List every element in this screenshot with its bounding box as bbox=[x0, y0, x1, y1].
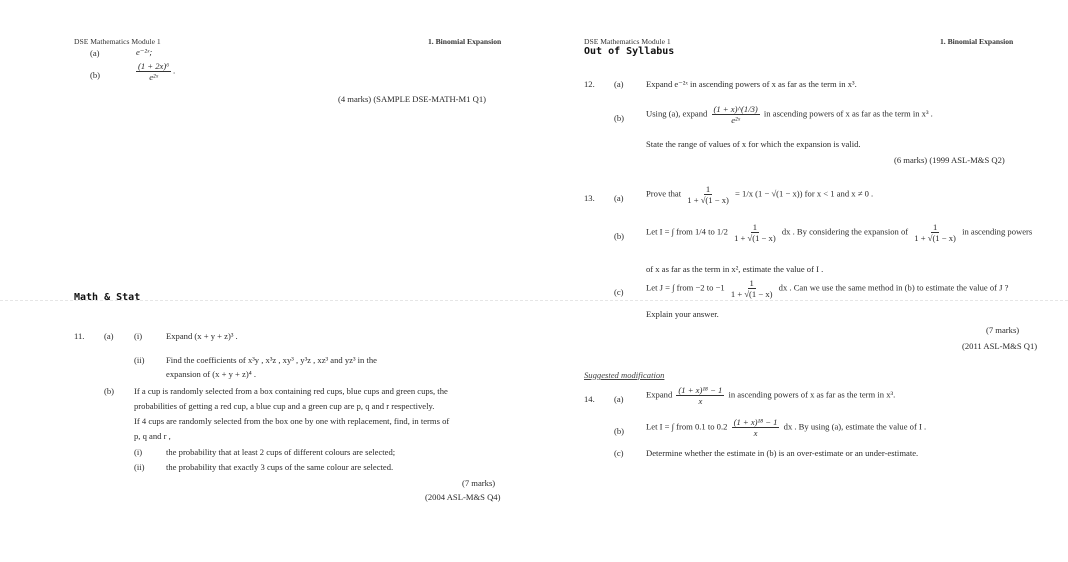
top-marks: (4 marks) (SAMPLE DSE-MATH-M1 Q1) bbox=[338, 94, 486, 104]
section-math-stat: Math & Stat bbox=[74, 292, 141, 303]
header-left: DSE Mathematics Module 1 bbox=[584, 37, 671, 46]
q11-b-line2: probabilities of getting a red cup, a blue cup and a green cup are p, q and r respectively. bbox=[134, 401, 435, 411]
q14-b-line: Let I = ∫ from 0.1 to 0.2 $\frac{\text{(1 + x)¹⁸ − 1}}{x}$ dx . By using (a), estimate the value of I . bbox=[646, 417, 927, 438]
q11-b-label: (b) bbox=[104, 386, 115, 396]
q13-b-label: (b) bbox=[614, 231, 625, 241]
header-right: 1. Binomial Expansion bbox=[940, 37, 1014, 46]
q12-b-line1: Using (a), expand $\frac{(1 + x)\^{}(1/3)}{\text{e²ˣ}}$ in ascending powers of x as far as the term in x³ . bbox=[646, 104, 933, 125]
q13-c-line1: Let J = ∫ from −2 to −1 $\frac{1}{1 + √(1 - x)}$ dx . Can we use the same method in (b) to estimate the value of J ? bbox=[646, 278, 1009, 299]
q13-a-line: Prove that $\frac{1}{1 + √(1 - x)}$ = 1/x (1 − √(1 − x)) for x < 1 and x ≠ 0 . bbox=[646, 184, 874, 205]
q13-c-line2: Explain your answer. bbox=[646, 309, 719, 319]
q11-bii-label: (ii) bbox=[134, 462, 145, 472]
q12-marks: (6 marks) (1999 ASL-M&S Q2) bbox=[894, 155, 1005, 165]
suggested-modification: Suggested modification bbox=[584, 370, 665, 380]
q12-b-label: (b) bbox=[614, 113, 625, 123]
q11-b-line1: If a cup is randomly selected from a box containing red cups, blue cups and green cups, the bbox=[134, 386, 448, 396]
q11-source: (2004 ASL-M&S Q4) bbox=[425, 492, 501, 502]
top-a-expr: e⁻²ˣ; bbox=[136, 47, 153, 57]
q12-number: 12. bbox=[584, 79, 595, 89]
right-page bbox=[534, 0, 1068, 562]
header-right: 1. Binomial Expansion bbox=[428, 37, 502, 46]
q11-aii-label: (ii) bbox=[134, 355, 145, 365]
q13-source: (2011 ASL-M&S Q1) bbox=[962, 341, 1038, 351]
q13-number: 13. bbox=[584, 193, 595, 203]
q14-c-text: Determine whether the estimate in (b) is an over-estimate or an under-estimate. bbox=[646, 448, 919, 458]
q14-a-line: Expand $\frac{\text{(1 + x)¹⁸ − 1}}{x}$ in ascending powers of x as far as the term in x³. bbox=[646, 385, 896, 406]
q11-aii-line2: expansion of (x + y + z)⁴ . bbox=[166, 369, 257, 379]
q11-ai-label: (i) bbox=[134, 331, 143, 341]
top-a-label: (a) bbox=[90, 48, 100, 58]
q11-ai-text: Expand (x + y + z)³ . bbox=[166, 331, 238, 341]
q13-a-label: (a) bbox=[614, 193, 624, 203]
q11-b-line4: p, q and r , bbox=[134, 431, 171, 441]
q11-marks: (7 marks) bbox=[462, 478, 496, 488]
q11-b-line3: If 4 cups are randomly selected from the box one by one with replacement, find, in terms of bbox=[134, 416, 450, 426]
q14-number: 14. bbox=[584, 394, 595, 404]
q13-b-line1: Let I = ∫ from 1/4 to 1/2 $\frac{1}{1 + √(1 - x)}$ dx . By considering the expansion of $\frac{1}{1 + √(1 - x)}$ in ascending powers bbox=[646, 222, 1033, 243]
top-b-label: (b) bbox=[90, 70, 101, 80]
q14-b-label: (b) bbox=[614, 426, 625, 436]
q11-bi-label: (i) bbox=[134, 447, 143, 457]
q12-a-text: Expand e⁻²ˣ in ascending powers of x as far as the term in x³. bbox=[646, 79, 857, 89]
q11-a-label: (a) bbox=[104, 331, 114, 341]
q11-aii-line1: Find the coefficients of x³y , x³z , xy³ , y³z , xz³ and yz³ in the bbox=[166, 355, 377, 365]
q12-a-label: (a) bbox=[614, 79, 624, 89]
q14-a-label: (a) bbox=[614, 394, 624, 404]
q13-marks: (7 marks) bbox=[986, 325, 1020, 335]
top-b-fraction: $\frac{\text{(1 + 2x)⁶}}{\text{e²ˣ}}$ . bbox=[138, 61, 176, 82]
q12-b-line2: State the range of values of x for which the expansion is valid. bbox=[646, 139, 861, 149]
q11-bi-text: the probability that at least 2 cups of different colours are selected; bbox=[166, 447, 396, 457]
q11-number: 11. bbox=[74, 331, 85, 341]
q13-b-line2: of x as far as the term in x², estimate the value of I . bbox=[646, 264, 824, 274]
q14-c-label: (c) bbox=[614, 448, 624, 458]
header-left: DSE Mathematics Module 1 bbox=[74, 37, 161, 46]
q13-c-label: (c) bbox=[614, 287, 624, 297]
section-out-of-syllabus: Out of Syllabus bbox=[584, 46, 675, 57]
q11-bii-text: the probability that exactly 3 cups of the same colour are selected. bbox=[166, 462, 394, 472]
